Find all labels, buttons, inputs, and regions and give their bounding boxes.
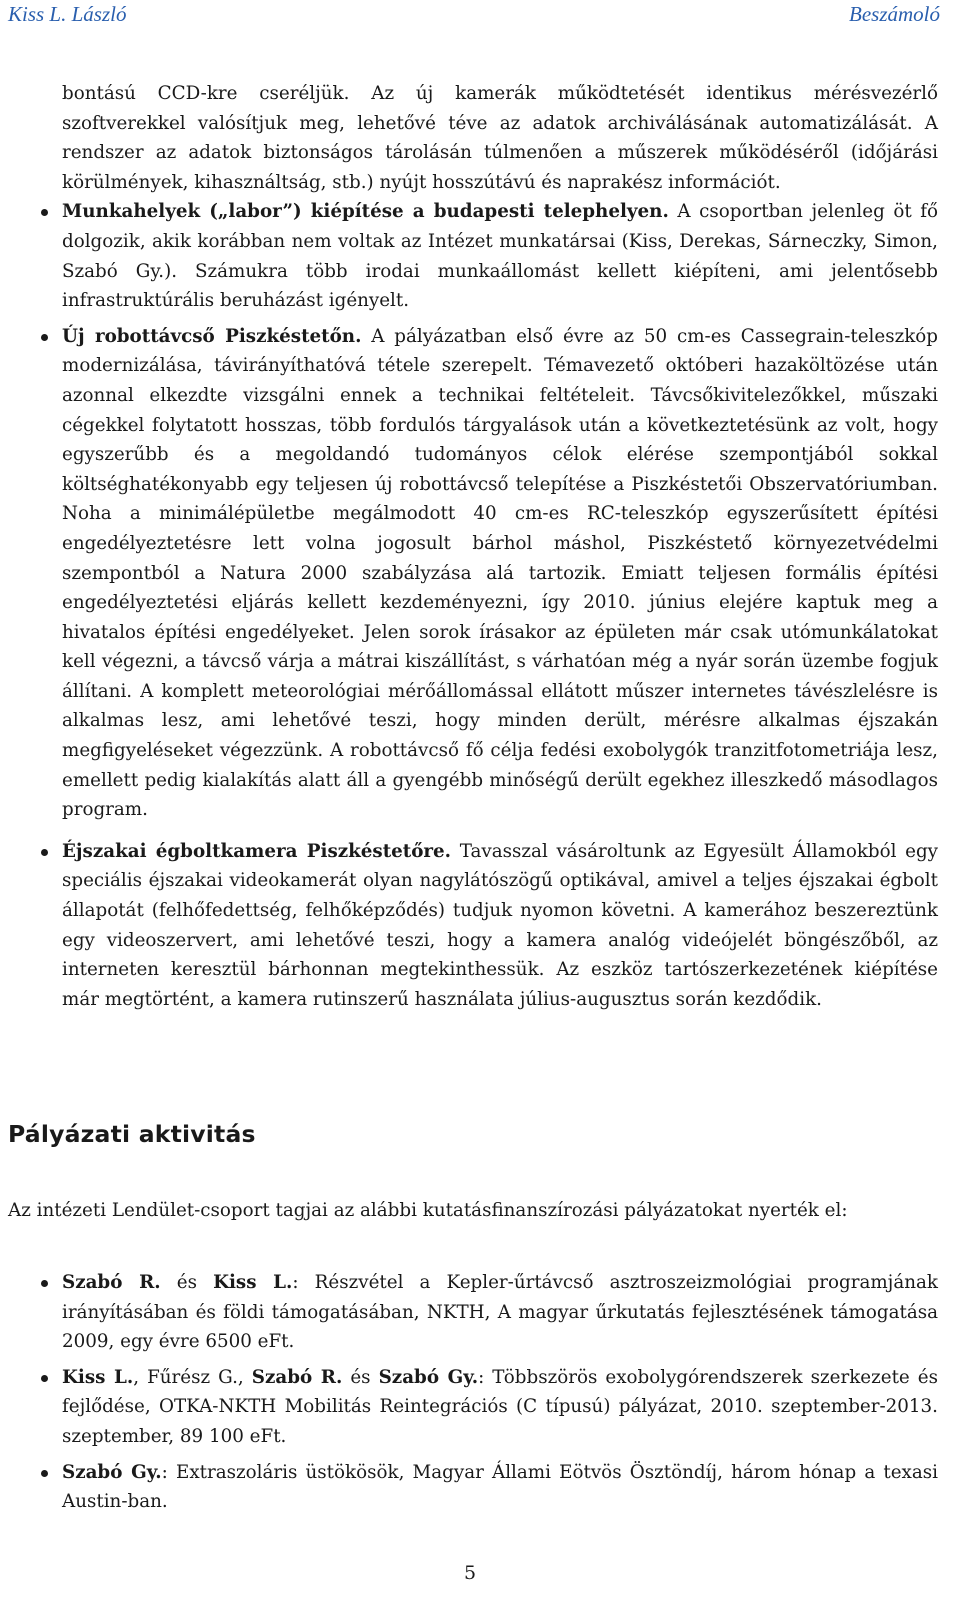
grant-separator: és xyxy=(160,1272,214,1293)
bullet-icon xyxy=(41,1375,48,1382)
list-item xyxy=(62,1458,938,1517)
bullet-icon xyxy=(41,849,48,856)
grant-person: Szabó R. xyxy=(62,1272,161,1293)
project-list xyxy=(62,197,938,1014)
grant-text: : Részvétel a Kepler-űrtávcső asztroszeizmológiai programjának irányításában és földi támogatásában, NKTH, A magyar űrkutatás fejlesztésének támogatása 2009, egy évre 6500 eFt. xyxy=(62,1272,938,1353)
header-author: Kiss L. László xyxy=(8,2,127,26)
list-item xyxy=(62,1363,938,1452)
section-intro: Az intézeti Lendület-csoport tagjai az alábbi kutatásfinanszírozási pályázatokat nyerték el: xyxy=(8,1200,848,1221)
item-lead: Éjszakai égboltkamera Piszkéstetőre. xyxy=(62,840,452,862)
item-text: Tavasszal vásároltunk az Egyesült Államokból egy speciális éjszakai videokamerát olyan nagylátószögű optikával, amivel a teljes éjszakai égbolt állapotát (felhőfedettség, felhőképződés) tudjuk nyomon követni. A kamerához beszereztünk egy videoszervert, ami lehetővé teszi, hogy a kamera analóg videójelét böngészőből, az interneten keresztül bárhonnan megtekinthessük. Az eszköz tartószerkezetének kiépítése már megtörtént, a kamera rutinszerű használata július-augusztus során kezdődik. xyxy=(62,840,939,1010)
item-text: A csoportban jelenleg öt fő dolgozik, akik korábban nem voltak az Intézet munkatársai (Kiss, Derekas, Sárneczky, Simon, Szabó Gy.). Számukra több irodai munkaállomást kellett kiépíteni, ami jelentősebb infrastruktúrális beruházást igényelt. xyxy=(62,201,938,312)
grant-person: Kiss L. xyxy=(213,1272,293,1293)
running-header xyxy=(8,2,940,30)
page-number: 5 xyxy=(463,1562,477,1584)
bullet-icon xyxy=(41,1280,48,1287)
item-lead: Új robottávcső Piszkéstetőn. xyxy=(62,325,362,347)
bullet-icon xyxy=(41,334,48,341)
grant-text: : Extraszoláris üstökösök, Magyar Állami Eötvös Ösztöndíj, három hónap a texasi Austin-ban. xyxy=(62,1461,938,1513)
list-item xyxy=(62,1268,938,1357)
bullet-icon xyxy=(41,209,48,216)
list-item xyxy=(62,197,938,315)
grant-separator: , Fűrész G., xyxy=(133,1366,252,1388)
grant-person: Szabó R. xyxy=(251,1366,343,1388)
intro-paragraph: bontású CCD-kre cseréljük. Az új kamerák működtetését identikus mérésvezérlő szoftverekkel valósítjuk meg, lehetővé téve az adatok archiválásának automatizálását. A rendszer az adatok biztonságos tárolásán túlmenően a műszerek működéséről (időjárási körülmények, kihasználtság, stb.) nyújt hosszútávú és naprakész információt. xyxy=(62,83,938,193)
section-heading: Pályázati aktivitás xyxy=(8,1120,256,1148)
grant-person: Szabó Gy. xyxy=(378,1366,479,1388)
item-lead: Munkahelyek („labor”) kiépítése a budapesti telephelyen. xyxy=(62,201,669,223)
bullet-icon xyxy=(41,1470,48,1477)
grant-person: Szabó Gy. xyxy=(62,1461,162,1483)
item-text: A pályázatban első évre az 50 cm-es Cassegrain-teleszkóp modernizálása, távirányíthatóvá tétele szerepelt. Témavezető októberi hazaköltözése után azonnal elkezdte vizsgálni ennek a technikai feltételeit. Távcsőkivitelezőkkel, műszaki cégekkel folytatott hosszas, több fordulós tárgyalások után a következtetésünk az volt, hogy egyszerűbb és a megoldandó tudományos célok elérése szempontjából sokkal költséghatékonyabb egy teljesen új robottávcső telepítése a Piszkéstetői Obszervatóriumban. Noha a minimálépületbe megálmodott 40 cm-es RC-teleszkóp egyszerűsített építési engedélyeztetésre lett volna jogosult bárhol máshol, Piszkéstető környezetvédelmi szempontból a Natura 2000 szabályzása alá tartozik. Emiatt teljesen formális építési engedélyeztetési eljárás kellett kezdeményezni, így 2010. június elejére kaptuk meg a hivatalos építési engedélyeket. Jelen sorok írásakor az épületen már csak utómunkálatokat kell végezni, a távcső várja a mátrai kiszállítást, s várhatóan még a nyár során üzembe fogjuk állítani. A komplett meteorológiai mérőállomással ellátott műszer internetes távészlelésre is alkalmas lesz, ami lehetővé teszi, hogy minden derült, mérésre alkalmas éjszakán megfigyeléseket végezzünk. A robottávcső fő célja fedési exobolygók tranzitfotometriája lesz, emellett pedig kialakítás alatt áll a gyengébb minőségű derült egekhez illeszkedő másodlagos program. xyxy=(62,325,938,821)
grant-list xyxy=(62,1268,938,1517)
header-title: Beszámoló xyxy=(849,2,940,26)
grant-separator: és xyxy=(342,1366,379,1388)
list-item xyxy=(62,322,938,825)
body-content xyxy=(62,79,938,1014)
grant-text: : Többszörös exobolygórendszerek szerkezete és fejlődése, OTKA-NKTH Mobilitás Reintegrációs (C típusú) pályázat, 2010. szeptember-2013. szeptember, 89 100 eFt. xyxy=(62,1366,938,1447)
list-item xyxy=(62,837,938,1015)
grant-person: Kiss L. xyxy=(62,1366,134,1388)
